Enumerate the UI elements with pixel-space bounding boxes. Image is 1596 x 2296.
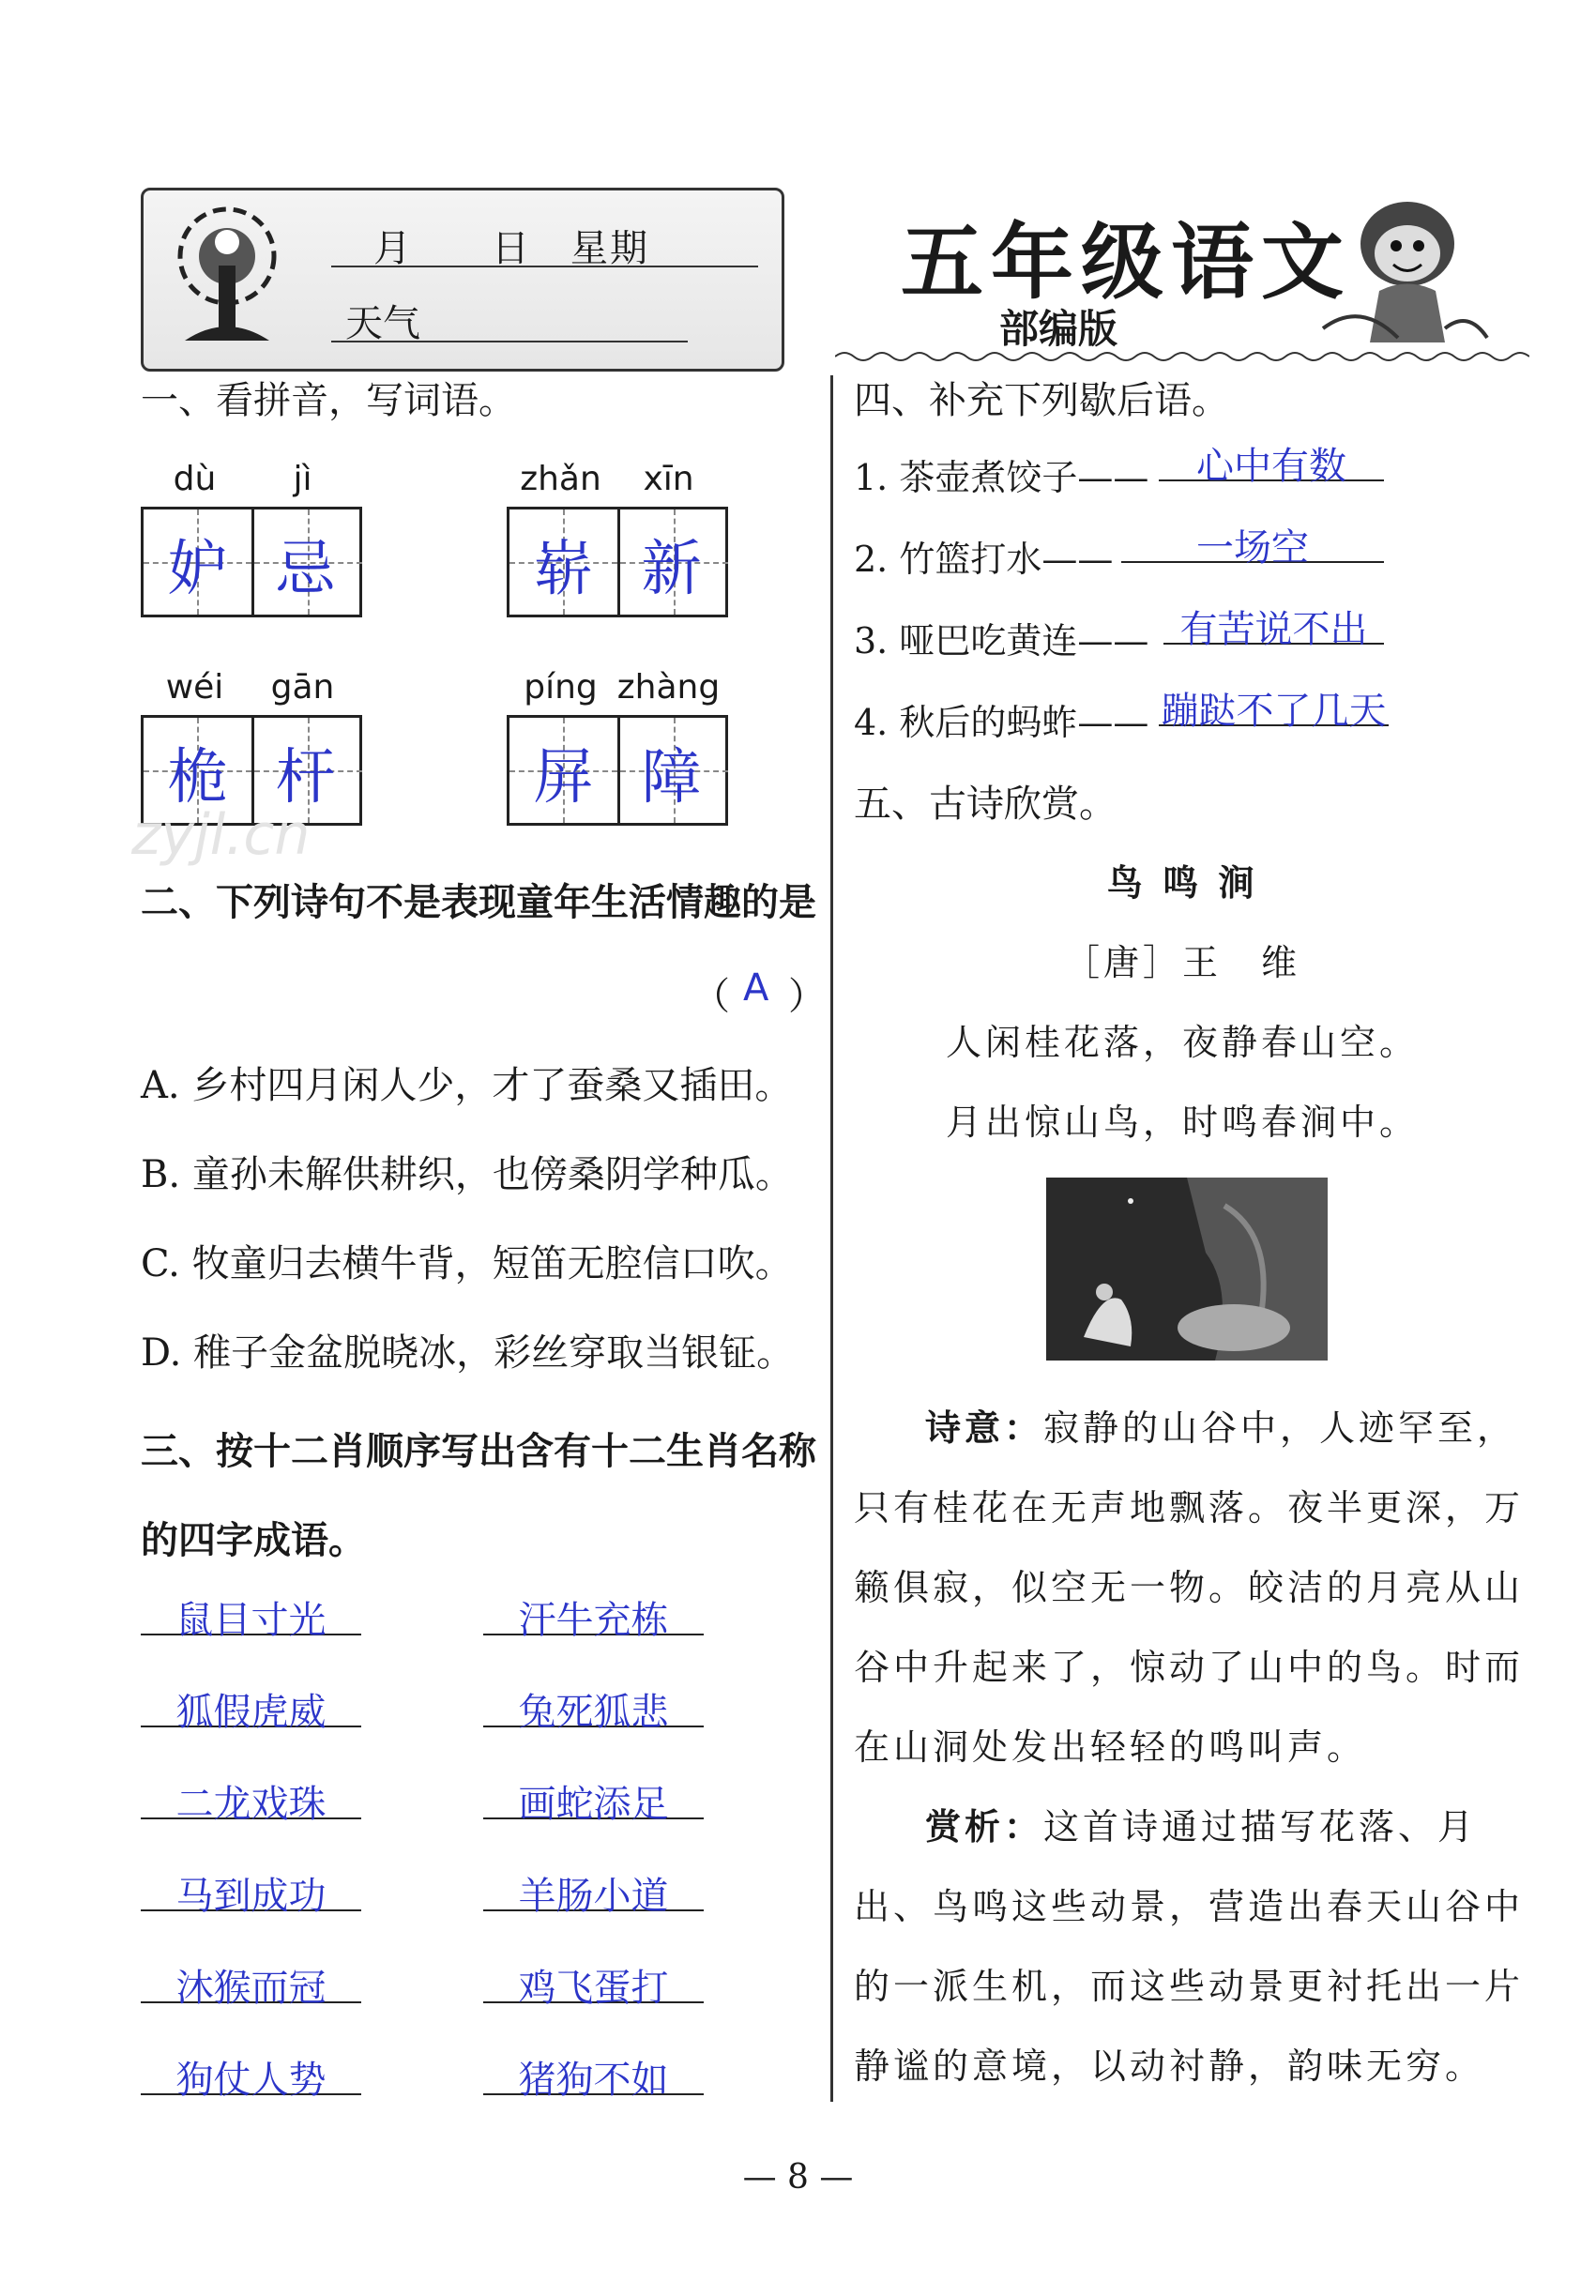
poem-meaning <box>854 1389 1529 1787</box>
pinyin: gān <box>270 668 335 707</box>
meaning-text: 寂静的山谷中，人迹罕至，只有桂花在无声地飘落。夜半更深，万籁俱寂，似空无一物。皎洁的月亮从山谷中升起来了，惊动了山中的鸟。时而在山洞处发出轻轻的鸣叫声。 <box>854 1407 1525 1768</box>
section3-title-line1: 三、按十二肖顺序写出含有十二生肖名称 <box>141 1430 816 1473</box>
answer-char: 屏 <box>533 743 594 813</box>
idiom-answer: 汗牛充栋 <box>483 1590 704 1635</box>
answer-char: 杆 <box>275 743 336 813</box>
word-box-1 <box>141 507 362 617</box>
date-line: 月 日 星期 <box>373 227 649 270</box>
answer-char: 新 <box>641 535 702 604</box>
poem-title: 鸟 鸣 涧 <box>1106 862 1258 904</box>
word-box-2 <box>507 507 728 617</box>
edition-label: 部编版 <box>999 306 1118 352</box>
idiom-answer: 羊肠小道 <box>483 1866 704 1911</box>
poem-appreciation <box>854 1787 1529 2106</box>
answer-char: 崭 <box>533 535 594 604</box>
poem-illustration <box>1046 1178 1328 1361</box>
answer-char: 障 <box>641 743 702 813</box>
xiehou-answer: 蹦跶不了几天 <box>1159 681 1389 726</box>
answer-bracket-close: ） <box>788 975 826 1018</box>
pinyin: píng <box>524 668 598 707</box>
wavy-divider <box>835 349 1529 364</box>
pinyin: jì <box>293 460 312 498</box>
page-number: — 8 — <box>742 2158 854 2197</box>
weather-label: 天气 <box>345 302 420 345</box>
appreciation-label: 赏析： <box>925 1806 1044 1847</box>
idiom-answer: 鼠目寸光 <box>141 1590 361 1635</box>
idiom-answer: 狐假虎威 <box>141 1682 361 1727</box>
pinyin: zhǎn <box>520 460 601 498</box>
section1-title: 一、看拼音，写词语。 <box>141 379 516 422</box>
poem-line: 人闲桂花落，夜静春山空。 <box>945 1022 1419 1063</box>
xiehou-answer: 有苦说不出 <box>1163 600 1384 645</box>
idiom-answer: 兔死狐悲 <box>483 1682 704 1727</box>
pinyin: wéi <box>165 668 224 707</box>
poem-line: 月出惊山鸟，时鸣春涧中。 <box>945 1102 1419 1143</box>
idiom-answer: 画蛇添足 <box>483 1774 704 1819</box>
idiom-answer: 狗仗人势 <box>141 2050 361 2095</box>
xiehou-question: 3. 哑巴吃黄连—— <box>854 620 1149 661</box>
pinyin: zhàng <box>616 668 721 707</box>
idiom-answer: 鸡飞蛋打 <box>483 1958 704 2003</box>
answer-char: 忌 <box>275 535 336 604</box>
option-b: B. 童孙未解供耕织，也傍桑阴学种瓜。 <box>141 1153 793 1196</box>
xiehou-answer: 心中有数 <box>1159 436 1384 481</box>
xiehou-answer: 一场空 <box>1121 518 1384 563</box>
section5-title: 五、古诗欣赏。 <box>854 783 1117 826</box>
idiom-answer: 二龙戏珠 <box>141 1774 361 1819</box>
answer-bracket-open: （ <box>692 975 730 1018</box>
poem-author: ［唐］王 维 <box>1063 942 1300 983</box>
section4-title: 四、补充下列歇后语。 <box>854 379 1229 422</box>
section2-title: 二、下列诗句不是表现童年生活情趣的是 <box>141 881 816 924</box>
xiehou-question: 4. 秋后的蚂蚱—— <box>854 702 1149 743</box>
column-divider <box>830 375 833 2102</box>
section3-title-line2: 的四字成语。 <box>141 1519 366 1562</box>
idiom-answer: 马到成功 <box>141 1866 361 1911</box>
option-d: D. 稚子金盆脱晓冰，彩丝穿取当银钲。 <box>141 1331 795 1375</box>
word-box-4 <box>507 715 728 826</box>
xiehou-question: 1. 茶壶煮饺子—— <box>854 457 1149 498</box>
meaning-label: 诗意： <box>925 1407 1044 1449</box>
watermark: zyjl.cn <box>131 802 311 868</box>
xiehou-question: 2. 竹篮打水—— <box>854 539 1114 580</box>
tree-logo-icon <box>157 200 297 359</box>
answer-char: 妒 <box>167 535 228 604</box>
idiom-answer: 沐猴而冠 <box>141 1958 361 2003</box>
option-c: C. 牧童归去横牛背，短笛无腔信口吹。 <box>141 1242 793 1285</box>
appreciation-text: 这首诗通过描写花落、月出、鸟鸣这些动景，营造出春天山谷中的一派生机，而这些动景更衬托出一片静谧的意境，以动衬静，韵味无穷。 <box>854 1806 1525 2087</box>
pinyin: dù <box>173 460 217 498</box>
subject-title: 五年级语文 <box>901 214 1352 311</box>
pinyin: xīn <box>643 460 694 498</box>
answer-letter: A <box>743 966 769 1010</box>
option-a: A. 乡村四月闲人少，才了蚕桑又插田。 <box>141 1064 793 1107</box>
mascot-illustration <box>1304 188 1492 357</box>
idiom-answer: 猪狗不如 <box>483 2050 704 2095</box>
date-weather-box <box>141 188 784 372</box>
answer-char: 桅 <box>167 743 228 813</box>
